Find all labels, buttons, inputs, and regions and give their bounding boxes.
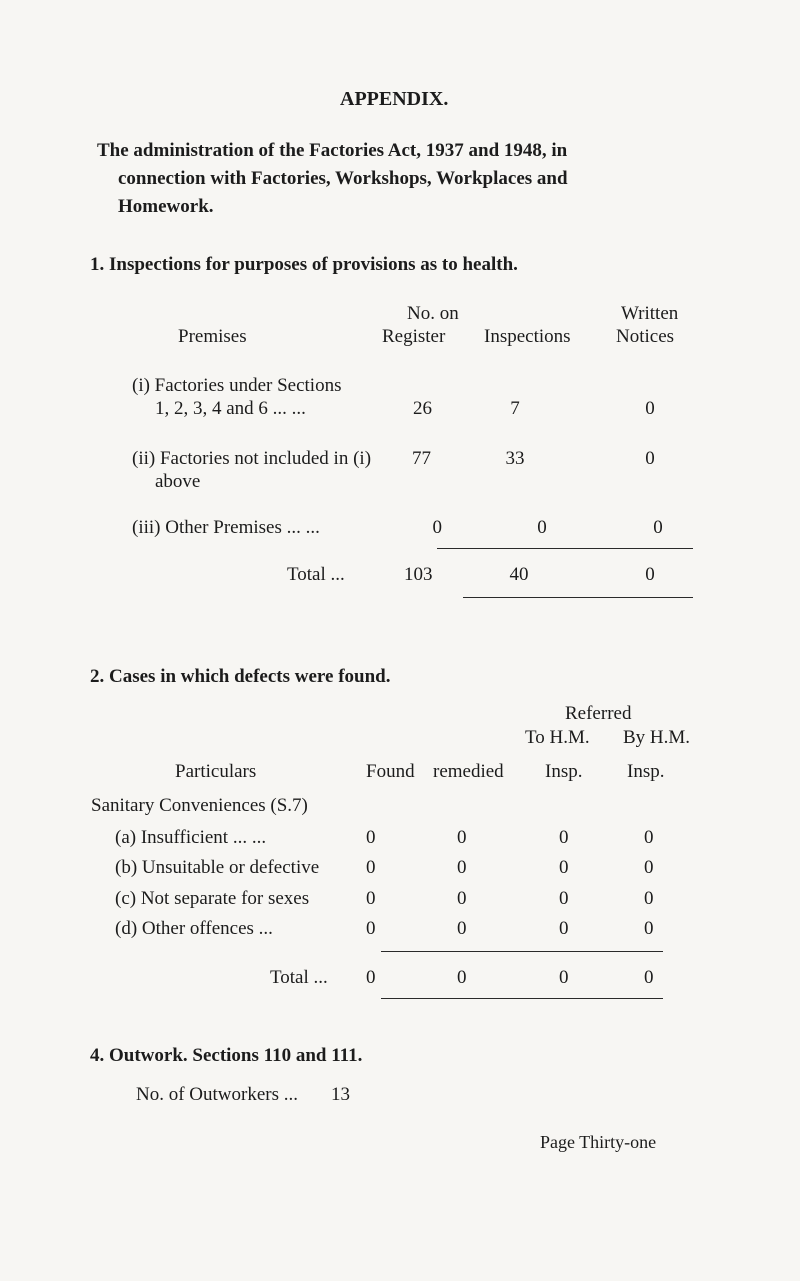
section2-heading: 2. Cases in which defects were found. <box>90 666 391 687</box>
by-hm-header: By H.M. <box>623 727 691 748</box>
s2-row-b-to: 0 <box>559 857 569 878</box>
outworkers-label: No. of Outworkers ... <box>136 1084 299 1105</box>
s1-row1-notices: 0 <box>645 398 655 419</box>
s2-row-a-remedied: 0 <box>457 827 467 848</box>
s2-row-b-remedied: 0 <box>457 857 467 878</box>
s2-row-d-label: (d) Other offences ... <box>115 918 273 939</box>
s2-row-d-found: 0 <box>366 918 376 939</box>
s1-row3-notices: 0 <box>653 517 663 538</box>
col-particulars-header: Particulars <box>175 761 257 782</box>
s2-total-rule-top <box>381 951 663 952</box>
to-hm-header: To H.M. <box>525 727 590 748</box>
s1-row1-label-2: 1, 2, 3, 4 and 6 ... ... <box>155 398 306 419</box>
section4-heading: 4. Outwork. Sections 110 and 111. <box>90 1045 363 1066</box>
page-number: Page Thirty-one <box>540 1132 657 1152</box>
s2-row-d-by: 0 <box>644 918 654 939</box>
s2-row-b-found: 0 <box>366 857 376 878</box>
s1-row2-label-2: above <box>155 471 201 492</box>
s2-total-by: 0 <box>644 967 654 988</box>
col-found-header: Found <box>366 761 415 782</box>
s2-total-label: Total ... <box>270 967 328 988</box>
col-insp-by-header: Insp. <box>627 761 665 782</box>
s2-row-a-label: (a) Insufficient ... ... <box>115 827 267 848</box>
section1-heading: 1. Inspections for purposes of provisions as to health. <box>90 254 518 275</box>
s2-row-c-remedied: 0 <box>457 888 467 909</box>
col-register-header-1: No. on <box>407 303 459 324</box>
s2-row-c-found: 0 <box>366 888 376 909</box>
s1-total-rule-bottom <box>463 597 693 598</box>
s2-total-rule-bottom <box>381 998 663 999</box>
s2-row-c-by: 0 <box>644 888 654 909</box>
s1-row2-label-1: (ii) Factories not included in (i) <box>132 448 372 469</box>
intro-line-2: connection with Factories, Workshops, Workplaces and <box>118 168 568 189</box>
s2-row-b-label: (b) Unsuitable or defective <box>115 857 320 878</box>
s2-total-remedied: 0 <box>457 967 467 988</box>
s2-row-a-by: 0 <box>644 827 654 848</box>
col-inspections-header: Inspections <box>484 326 571 347</box>
referred-header: Referred <box>565 703 632 724</box>
s1-total-notices: 0 <box>645 564 655 585</box>
col-remedied-header: remedied <box>433 761 504 782</box>
col-premises-header: Premises <box>178 326 247 347</box>
col-insp-to-header: Insp. <box>545 761 583 782</box>
s1-total-rule-top <box>437 548 693 549</box>
s2-total-found: 0 <box>366 967 376 988</box>
s1-total-register: 103 <box>404 564 433 585</box>
s1-row1-label-1: (i) Factories under Sections <box>132 375 342 396</box>
s2-row-b-by: 0 <box>644 857 654 878</box>
s2-row-d-to: 0 <box>559 918 569 939</box>
s1-row2-register: 77 <box>412 448 431 469</box>
s1-total-label: Total ... <box>287 564 345 585</box>
intro-line-1: The administration of the Factories Act, 1937 and 1948, in <box>97 140 568 161</box>
s2-row-c-label: (c) Not separate for sexes <box>115 888 310 909</box>
page-title: APPENDIX. <box>340 88 449 110</box>
s1-row2-notices: 0 <box>645 448 655 469</box>
s1-row1-register: 26 <box>413 398 432 419</box>
col-register-header-2: Register <box>382 326 446 347</box>
s2-total-to: 0 <box>559 967 569 988</box>
s1-row2-inspections: 33 <box>505 448 525 469</box>
col-notices-header-1: Written <box>621 303 679 324</box>
sanitary-subheading: Sanitary Conveniences (S.7) <box>91 795 308 816</box>
s1-row3-inspections: 0 <box>537 517 547 538</box>
s1-row3-register: 0 <box>432 517 442 538</box>
s2-row-d-remedied: 0 <box>457 918 467 939</box>
s1-row3-label: (iii) Other Premises ... ... <box>132 517 320 538</box>
s1-total-inspections: 40 <box>509 564 529 585</box>
s2-row-c-to: 0 <box>559 888 569 909</box>
s2-row-a-to: 0 <box>559 827 569 848</box>
s2-row-a-found: 0 <box>366 827 376 848</box>
s1-row1-inspections: 7 <box>510 398 520 419</box>
outworkers-value: 13 <box>331 1084 350 1105</box>
col-notices-header-2: Notices <box>616 326 675 347</box>
intro-line-3: Homework. <box>118 196 214 217</box>
